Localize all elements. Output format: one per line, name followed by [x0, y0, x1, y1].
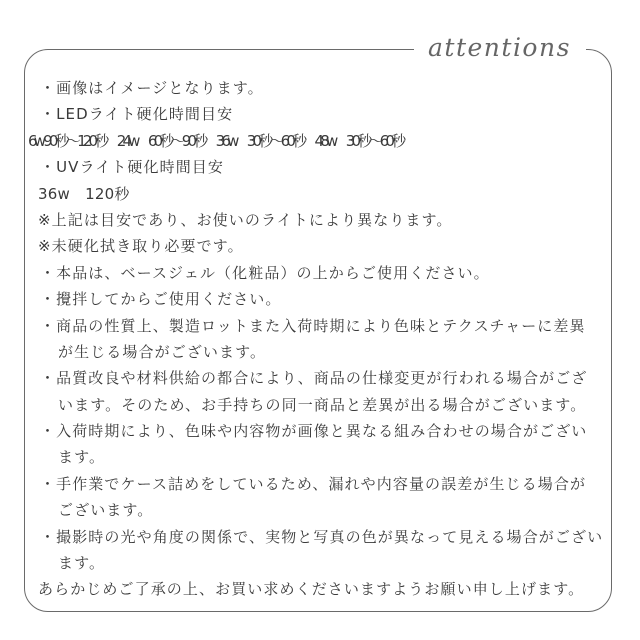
note-line: ・攪拌してからご使用ください。 [40, 290, 282, 309]
note-line: ます。 [58, 448, 106, 467]
note-line: ※上記は目安であり、お使いのライトにより異なります。 [38, 210, 453, 229]
attentions-title: attentions [428, 33, 571, 62]
note-line: ・入荷時期により、色味や内容物が画像と異なる組み合わせの場合がござい [40, 422, 588, 441]
note-line: あらかじめご了承の上、お買い求めくださいますようお願い申し上げます。 [38, 580, 585, 599]
note-line: ・UVライト硬化時間目安 [40, 158, 224, 177]
note-line: ございます。 [58, 501, 154, 520]
note-line: ます。 [58, 554, 106, 573]
note-line: ・撮影時の光や角度の関係で、実物と写真の色が異なって見える場合がござい [40, 527, 604, 546]
notes-list [28, 75, 608, 603]
note-line: ※未硬化拭き取り必要です。 [38, 237, 244, 256]
note-line: 36w 120秒 [38, 184, 130, 203]
note-line: ・LEDライト硬化時間目安 [40, 105, 234, 124]
note-line: ・商品の性質上、製造ロットまた入荷時期により色味とテクスチャーに差異 [40, 316, 586, 335]
note-line: が生じる場合がございます。 [58, 342, 267, 361]
note-line: ・画像はイメージとなります。 [40, 79, 264, 97]
note-line: ・手作業でケース詰めをしているため、漏れや内容量の誤差が生じる場合が [40, 474, 587, 493]
note-line: ・品質改良や材料供給の都合により、商品の仕様変更が行われる場合がござ [40, 369, 588, 388]
note-line: ・本品は、ベースジェル（化粧品）の上からご使用ください。 [40, 263, 490, 282]
note-line: 6w 90秒～120秒 24w 60秒～90秒 36w 30秒～60秒 48w 30秒～60秒 [28, 131, 403, 150]
note-line: います。そのため、お手持ちの同一商品と差異が出る場合がございます。 [58, 395, 587, 414]
